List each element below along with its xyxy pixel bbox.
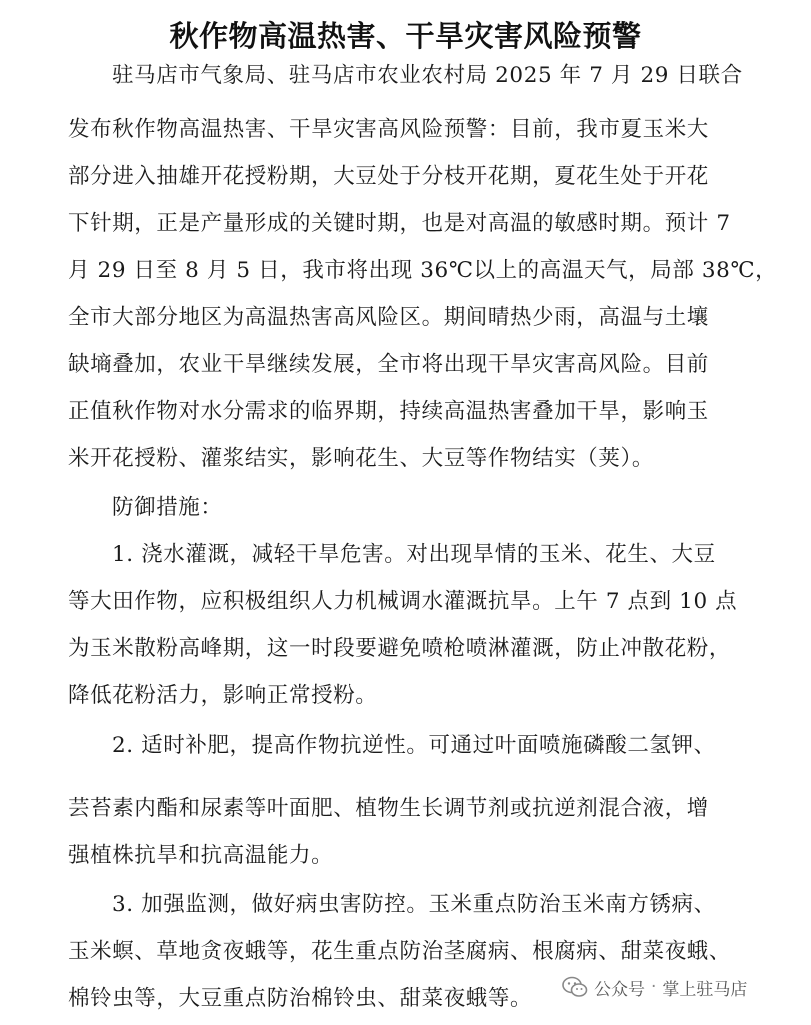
text-line: 玉米螟、草地贪夜蛾等，花生重点防治茎腐病、根腐病、甜菜夜蛾、 <box>68 939 732 964</box>
text-line: 下针期，正是产量形成的关键时期，也是对高温的敏感时期。预计 7 <box>68 211 731 236</box>
wechat-watermark <box>562 972 747 1002</box>
text-line: 棉铃虫等，大豆重点防治棉铃虫、甜菜夜蛾等。 <box>68 986 533 1011</box>
document-title: 秋作物高温热害、干旱灾害风险预警 <box>169 19 642 53</box>
watermark-platform: 公众号 <box>594 979 645 1000</box>
text-line: 降低花粉活力，影响正常授粉。 <box>68 683 378 708</box>
text-line: 为玉米散粉高峰期，这一时段要避免喷枪喷淋灌溉，防止冲散花粉， <box>68 636 732 661</box>
watermark-separator: · <box>651 977 657 997</box>
section-heading: 防御措施： <box>112 495 223 520</box>
text-line: 米开花授粉、灌浆结实，影响花生、大豆等作物结实（荚）。 <box>68 446 654 471</box>
text-line: 发布秋作物高温热害、干旱灾害高风险预警：目前，我市夏玉米大 <box>68 117 709 142</box>
text-line: 1. 浇水灌溉，减轻干旱危害。对出现旱情的玉米、花生、大豆 <box>112 542 716 567</box>
text-line: 缺墒叠加，农业干旱继续发展，全市将出现干旱灾害高风险。目前 <box>68 352 709 377</box>
text-line: 驻马店市气象局、驻马店市农业农村局 2025 年 7 月 29 日联合 <box>112 63 743 88</box>
text-line: 强植株抗旱和抗高温能力。 <box>68 843 334 868</box>
wechat-icon <box>562 976 588 998</box>
text-line: 2. 适时补肥，提高作物抗逆性。可通过叶面喷施磷酸二氢钾、 <box>112 733 716 758</box>
text-line: 全市大部分地区为高温热害高风险区。期间晴热少雨，高温与土壤 <box>68 305 709 330</box>
text-line: 3. 加强监测，做好病虫害防控。玉米重点防治玉米南方锈病、 <box>112 892 716 917</box>
text-line: 月 29 日至 8 月 5 日，我市将出现 36℃以上的高温天气，局部 38℃， <box>68 258 778 283</box>
text-line: 芸苔素内酯和尿素等叶面肥、植物生长调节剂或抗逆剂混合液，增 <box>68 796 709 821</box>
watermark-account: 掌上驻马店 <box>662 979 748 1000</box>
text-line: 部分进入抽雄开花授粉期，大豆处于分枝开花期，夏花生处于开花 <box>68 164 709 189</box>
text-line: 等大田作物，应积极组织人力机械调水灌溉抗旱。上午 7 点到 10 点 <box>68 589 738 614</box>
text-line: 正值秋作物对水分需求的临界期，持续高温热害叠加干旱，影响玉 <box>68 399 709 424</box>
